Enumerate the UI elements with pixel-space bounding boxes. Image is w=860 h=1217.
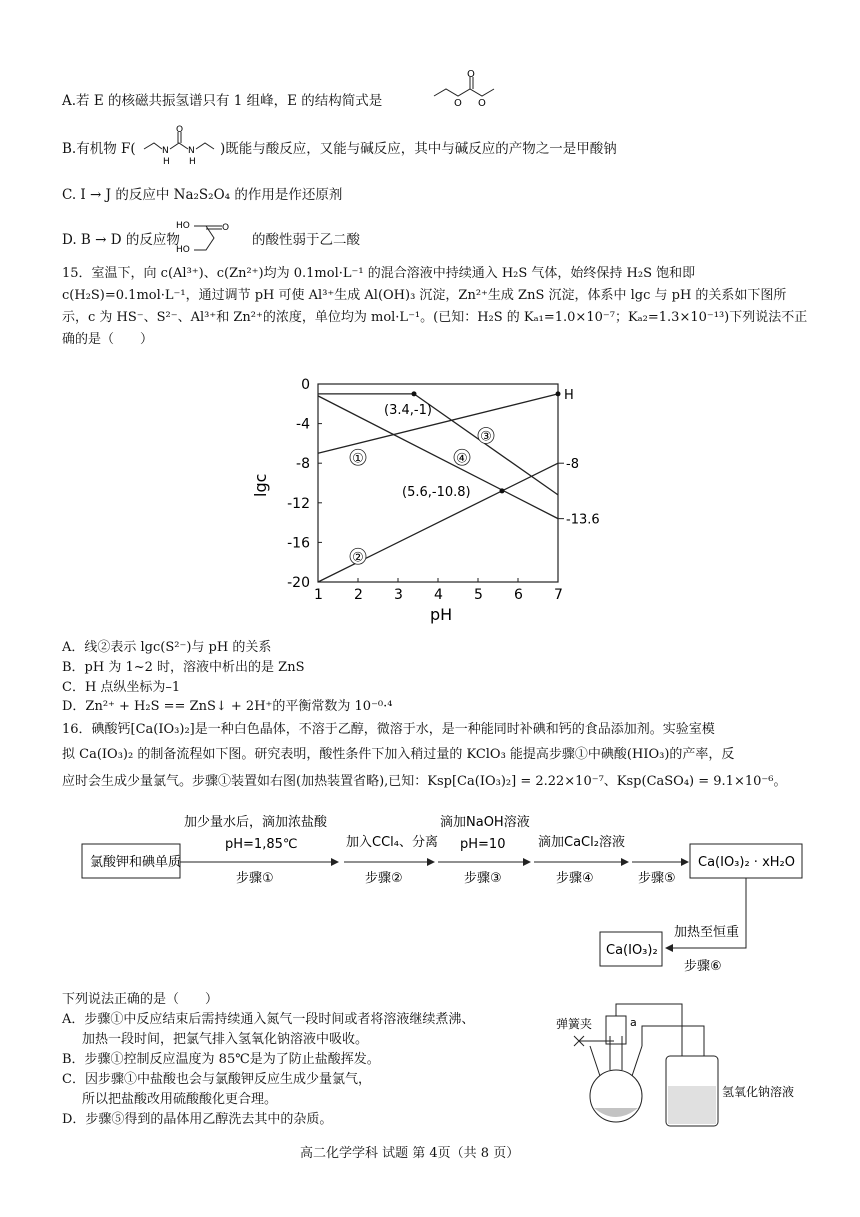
step2-condition: 加入CCl₄、分离 — [346, 835, 438, 850]
urea-n-label-1: N — [162, 146, 169, 156]
q16-option-a-line1: A．步骤①中反应结束后需持续通入氮气一段时间或者将溶液继续煮沸、 — [62, 1012, 475, 1027]
x-tick-label: 6 — [514, 587, 523, 603]
q16-question: 下列说法正确的是（ ） — [62, 992, 219, 1007]
malonic-o-label: O — [222, 223, 230, 233]
q15-stem-line1: 15．室温下，向 c(Al³⁺)、c(Zn²⁺)均为 0.1mol·L⁻¹ 的混合溶液中持续通入 H₂S 气体，始终保持 H₂S 饱和即 — [62, 266, 696, 281]
q16-stem-line2: 拟 Ca(IO₃)₂ 的制备流程如下图。研究表明，酸性条件下加入稍过量的 KClO₃ 能提高步骤①中碘酸(HIO₃)的产率，反 — [62, 747, 735, 762]
step3-condition-2: pH=10 — [460, 837, 506, 852]
urea-n-label-2: N — [188, 146, 195, 156]
urea-o-label: O — [176, 125, 184, 135]
q16-option-d: D．步骤⑤得到的晶体用乙醇洗去其中的杂质。 — [62, 1112, 333, 1127]
naoh-solution-label: 氢氧化钠溶液 — [722, 1085, 794, 1099]
q16-option-c-line1: C．因步骤①中盐酸也会与氯酸钾反应生成少量氯气， — [62, 1072, 371, 1087]
final-label: Ca(IO₃)₂ — [606, 943, 658, 958]
preparation-flow-diagram — [60, 806, 820, 988]
x-tick-label: 4 — [434, 587, 443, 603]
q15-option-d: D．Zn²⁺ + H₂S == ZnS↓ + 2H⁺的平衡常数为 10⁻⁰·⁴ — [62, 699, 393, 714]
q15-stem-line3: 示，c 为 HS⁻、S²⁻、Al³⁺和 Zn²⁺的浓度，单位均为 mol·L⁻¹。(已知：H₂S 的 Kₐ₁=1.0×10⁻⁷；Kₐ₂=1.3×10⁻¹³)下列说法不正 — [62, 310, 808, 325]
step4-condition: 滴加CaCl₂溶液 — [538, 835, 625, 850]
y-tick-label: -20 — [287, 575, 310, 591]
step2-label: 步骤② — [365, 871, 403, 886]
y-axis-label: lgc — [251, 473, 270, 497]
tube-a-label: a — [630, 1016, 637, 1029]
x-tick-label: 5 — [474, 587, 483, 603]
annotation-label: (3.4,-1) — [384, 402, 432, 418]
y-tick-label: 0 — [301, 377, 310, 393]
step3-condition-1: 滴加NaOH溶液 — [440, 815, 530, 830]
x-tick-label: 2 — [354, 587, 363, 603]
x-tick-label: 3 — [394, 587, 403, 603]
product-label: Ca(IO₃)₂ · xH₂O — [698, 855, 795, 870]
annotation-label: H — [564, 387, 574, 403]
series-label: ② — [352, 550, 364, 566]
page-footer: 高二化学学科 试题 第 4页（共 8 页） — [300, 1146, 520, 1161]
series-line — [318, 394, 558, 453]
series-label: ③ — [480, 429, 492, 445]
step6-label: 步骤⑥ — [684, 959, 722, 974]
step3-label: 步骤③ — [464, 871, 502, 886]
series-label: ④ — [456, 451, 468, 467]
step1-label: 步骤① — [236, 871, 274, 886]
annotation-label: -13.6 — [566, 512, 600, 528]
q14-option-b-suffix: )既能与酸反应，又能与碱反应，其中与碱反应的产物之一是甲酸钠 — [220, 141, 617, 157]
q15-option-b: B．pH 为 1~2 时，溶液中析出的是 ZnS — [62, 660, 305, 675]
ho-label-2: HO — [176, 245, 190, 255]
malonic-acid-structure — [176, 216, 248, 256]
ether-o-label-2: O — [478, 98, 486, 109]
q15-stem-line4: 确的是（ ） — [62, 332, 154, 347]
y-tick-label: -12 — [287, 495, 310, 512]
q16-option-c-line2: 所以把盐酸改用硫酸酸化更合理。 — [82, 1092, 278, 1107]
q14-option-d-suffix: 的酸性弱于乙二酸 — [252, 232, 360, 248]
q16-stem-line1: 16．碘酸钙[Ca(IO₃)₂]是一种白色晶体，不溶于乙醇，微溶于水，是一种能同时补碘和钙的食品添加剂。实验室模 — [62, 722, 715, 737]
carbonyl-o-label: O — [467, 69, 475, 80]
step6-condition: 加热至恒重 — [674, 925, 740, 940]
step4-label: 步骤④ — [556, 871, 594, 886]
series-label: ① — [352, 451, 364, 467]
y-tick-label: -16 — [287, 535, 310, 552]
q16-stem-line3: 应时会生成少量氯气。步骤①装置如右图(加热装置省略),已知：Ksp[Ca(IO₃)₂] = 2.22×10⁻⁷、Ksp(CaSO₄) = 9.1×10⁻⁶。 — [62, 774, 787, 789]
step1-condition-1: 加少量水后，滴加浓盐酸 — [184, 815, 328, 830]
urea-h-label-1: H — [163, 157, 170, 167]
x-tick-label: 1 — [314, 587, 323, 603]
q14-option-b-prefix: B.有机物 F( — [62, 141, 136, 157]
annotation-point — [556, 391, 561, 396]
lgc-ph-chart — [240, 360, 620, 640]
x-axis-label: pH — [430, 605, 453, 624]
y-tick-label: -4 — [296, 416, 310, 433]
annotation-point — [500, 488, 505, 493]
y-tick-label: -8 — [296, 456, 310, 473]
step5-label: 步骤⑤ — [638, 871, 676, 886]
spring-clamp-label: 弹簧夹 — [556, 1017, 593, 1031]
annotation-label: -8 — [566, 457, 579, 473]
q16-option-b: B．步骤①控制反应温度为 85℃是为了防止盐酸挥发。 — [62, 1052, 380, 1067]
q14-option-c: C. I → J 的反应中 Na₂S₂O₄ 的作用是作还原剂 — [62, 187, 343, 203]
q14-option-a: A.若 E 的核磁共振氢谱只有 1 组峰，E 的结构简式是 — [62, 93, 383, 109]
q15-stem-line2: c(H₂S)=0.1mol·L⁻¹，通过调节 pH 可使 Al³⁺生成 Al(OH)₃ 沉淀，Zn²⁺生成 ZnS 沉淀，体系中 lgc 与 pH 的关系如下图所 — [62, 288, 787, 303]
q15-option-c: C．H 点纵坐标为–1 — [62, 680, 181, 695]
annotation-point — [412, 391, 417, 396]
step1-condition-2: pH=1,85℃ — [225, 837, 298, 852]
apparatus-diagram — [554, 996, 794, 1136]
urea-structure — [140, 124, 218, 168]
q16-option-a-line2: 加热一段时间，把氯气排入氢氧化钠溶液中吸收。 — [82, 1032, 369, 1047]
q15-option-a: A．线②表示 lgc(S²⁻)与 pH 的关系 — [62, 640, 272, 655]
q14-option-d-prefix: D. B → D 的反应物 — [62, 232, 180, 248]
dimethyl-carbonate-structure — [428, 68, 508, 112]
urea-h-label-2: H — [189, 157, 196, 167]
ho-label-1: HO — [176, 221, 190, 231]
start-label: 氯酸钾和碘单质 — [90, 855, 182, 870]
ether-o-label-1: O — [454, 98, 462, 109]
x-tick-label: 7 — [554, 587, 563, 603]
annotation-label: (5.6,-10.8) — [402, 484, 471, 500]
